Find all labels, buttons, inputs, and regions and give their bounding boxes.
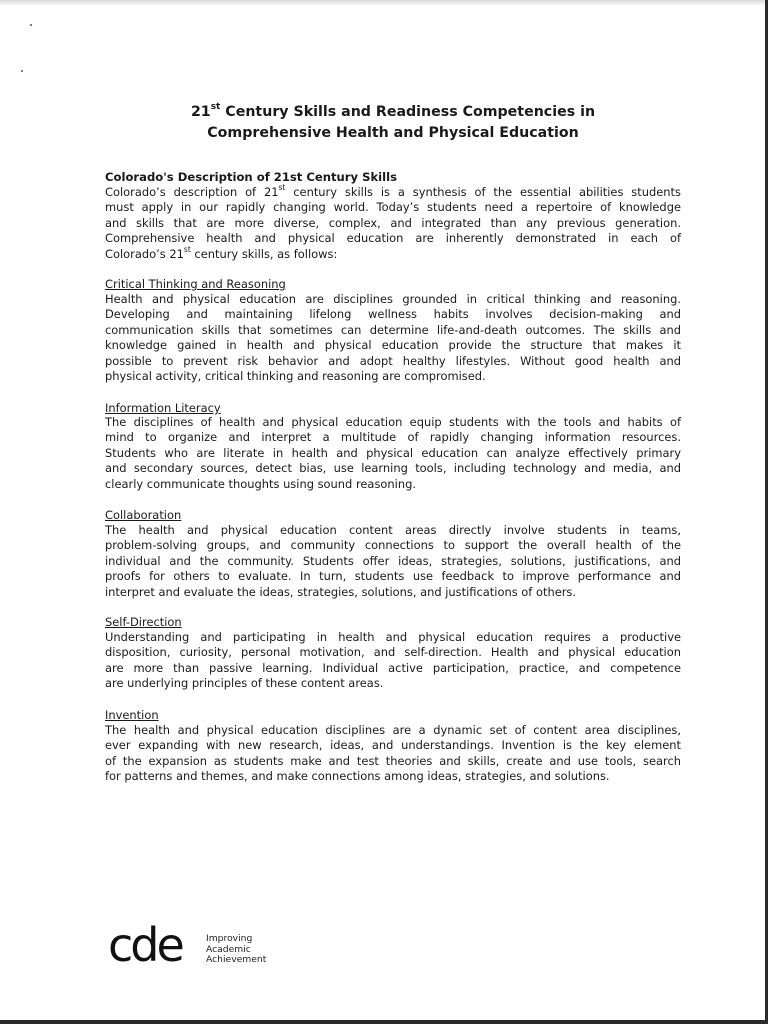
scan-speck [30, 24, 32, 26]
body-line: ever expanding with new research, ideas, and understandings. Invention is the key element [105, 738, 681, 753]
body-line: The disciplines of health and physical education equip students with the tools and habits of [105, 415, 681, 429]
title-text: Century Skills and Readiness Competencies in [220, 104, 596, 120]
scan-shadow-top [0, 0, 768, 6]
body-line: are more than passive learning. Individual active participation, practice, and competence [105, 660, 681, 675]
section-body-invention [105, 723, 681, 785]
intro-line: and skills that are more diverse, complex, and integrated than any previous generation. [105, 215, 681, 230]
body-line: Understanding and participating in health and physical education requires a productive [105, 630, 681, 644]
cde-logo [108, 918, 288, 974]
section-title-critical-thinking: Critical Thinking and Reasoning [105, 277, 286, 291]
body-line: knowledge gained in health and physical education provide the structure that makes it [105, 338, 681, 353]
body-line: are underlying principles of these content areas. [105, 676, 384, 691]
intro-paragraph [105, 185, 681, 262]
title-ordinal-suffix: st [210, 102, 221, 113]
body-line: The health and physical education content areas directly involve students in teams, [105, 523, 681, 537]
scan-speck [21, 70, 23, 72]
section-body-information-literacy [105, 415, 681, 492]
section-title-information-literacy: Information Literacy [105, 401, 221, 415]
tagline-line: Achievement [206, 954, 267, 965]
body-line: interpret and evaluate the ideas, strategies, solutions, and justifications of others. [105, 584, 577, 599]
body-line: The health and physical education disciplines are a dynamic set of content area disciplines, [105, 723, 681, 737]
body-line: mind to organize and interpret a multitude of rapidly changing information resources. [105, 430, 681, 445]
body-line: clearly communicate thoughts using sound reasoning. [105, 476, 416, 491]
document-title [105, 102, 681, 144]
section-body-self-direction [105, 630, 681, 692]
intro-line: Comprehensive health and physical education are inherently demonstrated in each of [105, 231, 681, 246]
intro-heading: Colorado's Description of 21st Century Skills [105, 170, 398, 184]
scan-edge-bottom [0, 1020, 768, 1024]
body-line: Health and physical education are disciplines grounded in critical thinking and reasoning. [105, 292, 681, 306]
body-line: Developing and maintaining lifelong wellness habits involves decision-making and [105, 307, 681, 322]
body-line: of the expansion as students make and test theories and skills, create and use tools, search [105, 753, 681, 768]
intro-line: Colorado’s description of 21st century skills is a synthesis of the essential abilities students [105, 183, 681, 199]
body-line: problem-solving groups, and community connections to support the overall health of the [105, 538, 681, 553]
body-line: disposition, curiosity, personal motivation, and self-direction. Health and physical education [105, 645, 681, 660]
intro-line: must apply in our rapidly changing world. Today’s students need a repertoire of knowledge [105, 200, 681, 215]
tagline-line: Academic [206, 943, 251, 955]
cde-logo-tagline [206, 934, 266, 966]
title-line-1 [105, 102, 681, 123]
body-line: individual and the community. Students offer ideas, strategies, solutions, justifications, and [105, 553, 681, 568]
body-line: and secondary sources, detect bias, use learning tools, including technology and media, and [105, 461, 681, 476]
body-line: physical activity, critical thinking and reasoning are compromised. [105, 369, 486, 384]
intro-line: Colorado’s 21st century skills, as follows: [105, 244, 338, 261]
body-line: communication skills that sometimes can determine life-and-death outcomes. The skills and [105, 322, 681, 337]
body-line: for patterns and themes, and make connections among ideas, strategies, and solutions. [105, 769, 610, 784]
section-title-invention: Invention [105, 708, 159, 722]
title-number: 21 [190, 104, 211, 120]
section-body-critical-thinking [105, 292, 681, 384]
body-line: proofs for others to evaluate. In turn, students use feedback to improve performance and [105, 569, 681, 584]
body-line: Students who are literate in health and physical education can analyze effectively primary [105, 445, 681, 460]
section-title-collaboration: Collaboration [105, 508, 182, 522]
section-title-self-direction: Self-Direction [105, 615, 182, 629]
cde-logo-mark: cde [108, 918, 182, 972]
title-line-2: Comprehensive Health and Physical Education [207, 125, 579, 141]
tagline-line: Improving [206, 933, 253, 944]
body-line: possible to prevent risk behavior and adopt healthy lifestyles. Without good health and [105, 353, 681, 368]
section-body-collaboration [105, 523, 681, 600]
